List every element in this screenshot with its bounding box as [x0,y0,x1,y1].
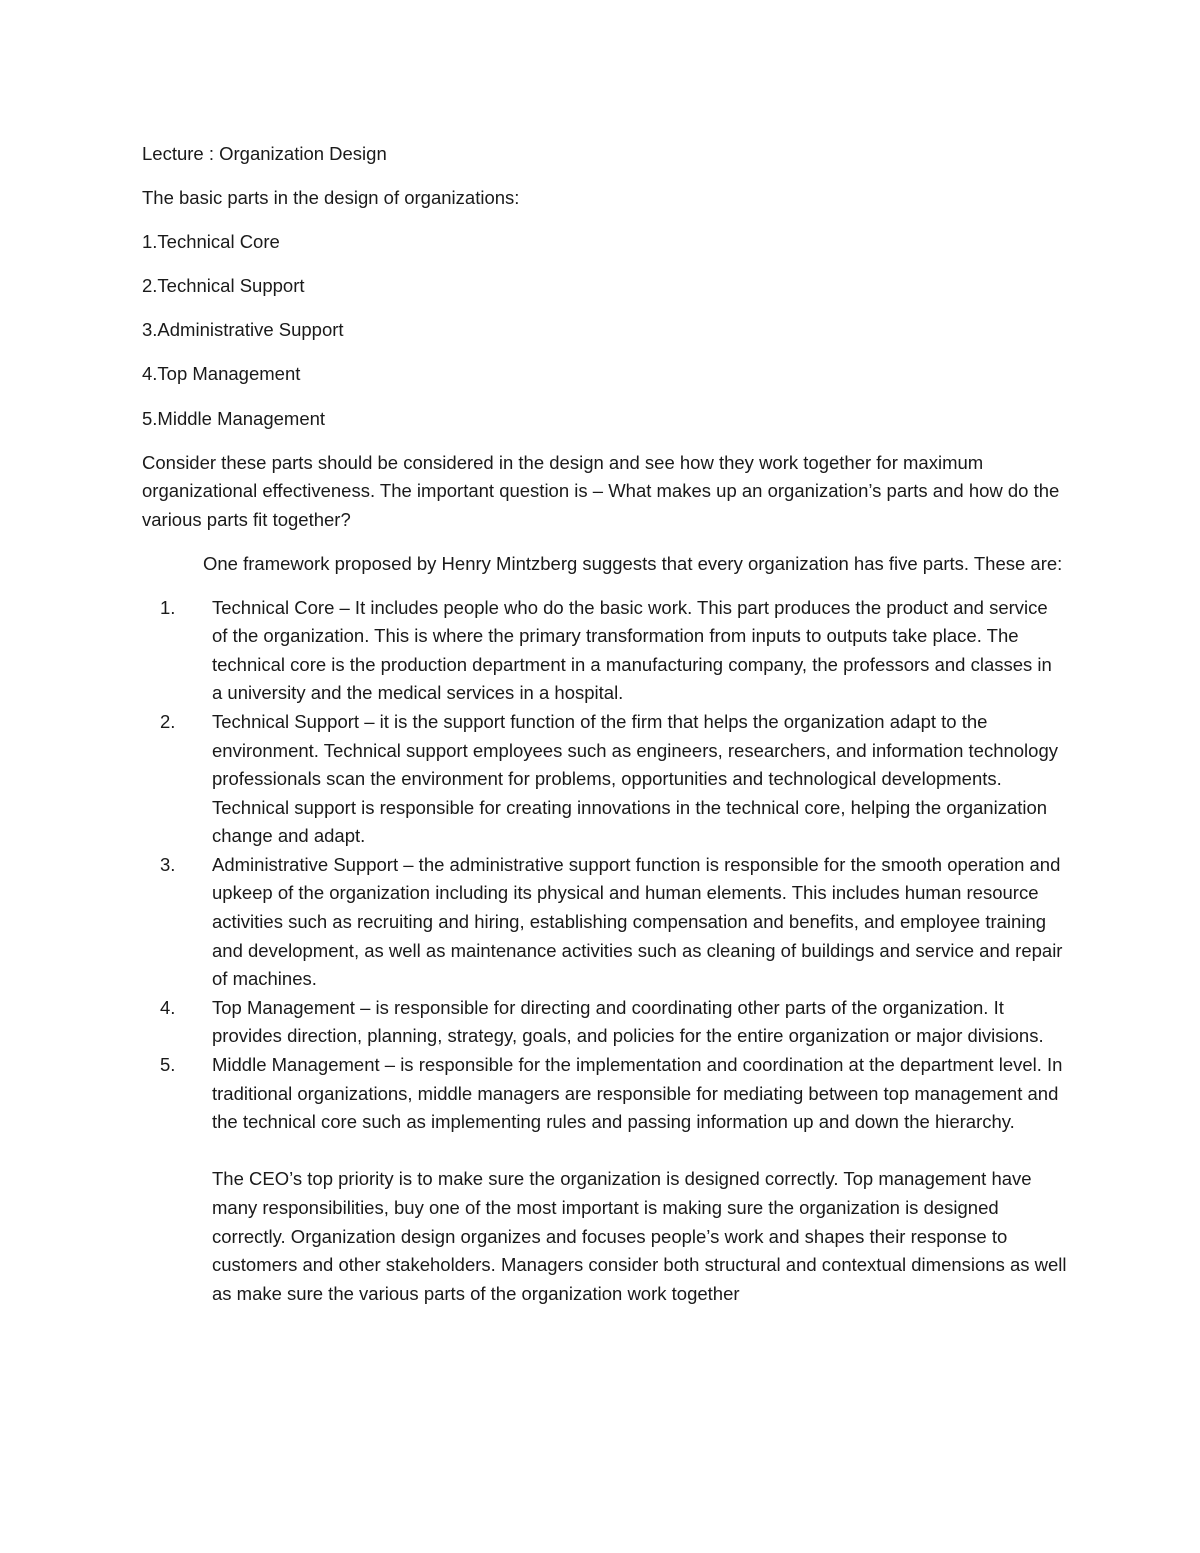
part-item: 4.Top Management [142,363,301,385]
list-number: 2. [160,710,176,732]
consider-paragraph: Consider these parts should be considered in the design and see how they work together for maximum organizational effectiveness. The important question is – What makes up an organization’s parts and how do the various parts fit together? [142,451,1060,530]
part-item: 2.Technical Support [142,275,305,297]
definition-item [142,994,1067,1051]
definition-item [142,594,1067,708]
definition-text: Middle Management – is responsible for the implementation and coordination at the department level. In traditional organizations, middle managers are responsible for mediating between top management and the technical core such as implementing rules and passing information up and down the hierarchy. [212,1054,1063,1133]
intro-text: The basic parts in the design of organizations: [142,187,520,209]
list-number: 3. [160,853,176,875]
list-number: 1. [160,596,176,618]
definition-item [142,708,1067,851]
definitions-list [142,594,1067,1137]
part-item: 3.Administrative Support [142,319,344,341]
closing-paragraph: The CEO’s top priority is to make sure the organization is designed correctly. Top management have many responsibilities, buy one of the most important is making sure the organization is designed correctly. Organization design organizes and focuses people’s work and shapes their response to customers and other stakeholders. Managers consider both structural and contextual dimensions as well as make sure the various parts of the organization work together [212,1168,1067,1304]
part-item: 5.Middle Management [142,407,326,429]
document-title: Lecture : Organization Design [142,143,387,164]
definition-item [142,851,1067,994]
definition-item [142,1051,1067,1137]
list-number: 4. [160,996,176,1018]
definition-text: Technical Support – it is the support function of the firm that helps the organization adapt to the environment. Technical support employees such as engineers, researchers, and information technology professionals scan the environment for problems, opportunities and technological developments. Technical support is responsible for creating innovations in the technical core, helping the organization change and adapt. [212,710,1058,847]
list-number: 5. [160,1054,176,1076]
definition-text: Top Management – is responsible for directing and coordinating other parts of the organization. It provides direction, planning, strategy, goals, and policies for the entire organization or major divisions. [212,996,1044,1047]
definition-text: Administrative Support – the administrative support function is responsible for the smooth operation and upkeep of the organization including its physical and human elements. This includes human resource activities such as recruiting and hiring, establishing compensation and benefits, and employee training and development, as well as maintenance activities such as cleaning of buildings and service and repair of machines. [212,853,1063,990]
part-item: 1.Technical Core [142,231,280,253]
document-body [142,140,1067,1308]
parts-list [142,228,1067,433]
framework-paragraph: One framework proposed by Henry Mintzberg suggests that every organization has five parts. These are: [203,552,1063,574]
definition-text: Technical Core – It includes people who do the basic work. This part produces the product and service of the organization. This is where the primary transformation from inputs to outputs take place. The technical core is the production department in a manufacturing company, the professors and classes in a university and the medical services in a hospital. [212,596,1052,704]
